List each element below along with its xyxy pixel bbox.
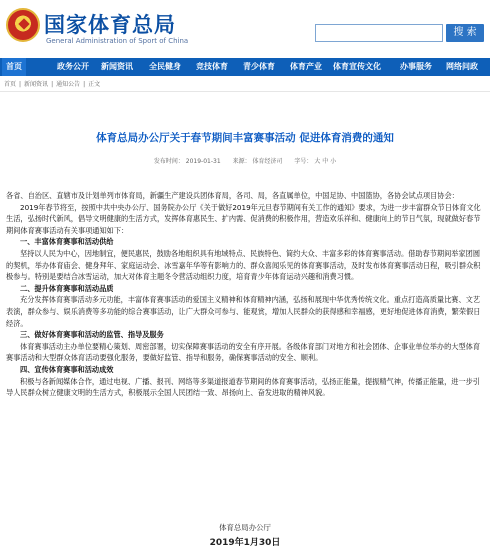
signing-date: 2019年1月30日 (209, 538, 281, 548)
nav-item-government-affairs[interactable]: 政务公开 (57, 62, 89, 71)
article-title: 体育总局办公厅关于春节期间丰富赛事活动 促进体育消费的通知 (96, 132, 394, 144)
nav-item-fitness[interactable]: 全民健身 (149, 62, 181, 71)
section-heading: 四、宣传体育赛事和活动成效 (20, 364, 114, 374)
breadcrumb: 首页 | 新闻资讯 | 通知公告 | 正文 (4, 81, 101, 88)
site-title[interactable]: 国家体育总局 (44, 13, 176, 37)
article-paragraph: 积极与各新闻媒体合作，通过电视、广播、报刊、网络等多渠道报道春节期间的体育赛事活动，弘扬正能量，提振精气神，传播正能量，进一步引导人民群众树立健康文明的生活方式，积极展示全国人民团结一致、昂扬向上、奋发进取的精神风貌。 (6, 376, 481, 398)
section-heading: 一、丰富体育赛事和活动供给 (20, 237, 114, 247)
nav-item-youth-sports[interactable]: 青少体育 (243, 62, 275, 71)
section-heading: 三、做好体育赛事和活动的监管、指导及服务 (20, 330, 164, 340)
section-heading: 二、提升体育赛事和活动品质 (20, 283, 114, 293)
breadcrumb-notices[interactable]: 通知公告 (56, 81, 81, 88)
nav-item-sports-culture[interactable]: 体育宣传文化 (333, 62, 381, 71)
nav-item-services[interactable]: 办事服务 (400, 62, 432, 71)
search-button[interactable]: 搜 索 (446, 24, 484, 42)
article-body (6, 190, 484, 399)
article-paragraph: 2019年春节将至，按照中共中央办公厅、国务院办公厅《关于做好2019年元旦春节期间有关工作的通知》要求，为进一步丰富群众节日体育文化生活，弘扬时代新风，倡导文明健康的生活方式，发挥体育惠民生、扩内需、促消费的积极作用，营造欢乐祥和、健康向上的节日气氛，现就做好春节期间体育赛事活动有关事项通知如下： (6, 202, 481, 235)
search-input[interactable] (315, 24, 443, 42)
site-header (0, 0, 490, 58)
nav-item-sports-industry[interactable]: 体育产业 (290, 62, 322, 71)
publish-date: 发布时间： 2019-01-31 (153, 158, 221, 165)
nav-item-home[interactable]: 首页 (2, 58, 26, 76)
breadcrumb-home[interactable]: 首页 (4, 81, 17, 88)
national-emblem-icon[interactable] (6, 8, 40, 42)
font-size-switch[interactable]: 字号： 大 中 小 (294, 158, 337, 165)
nav-item-competitive-sports[interactable]: 竞技体育 (196, 62, 228, 71)
article-paragraph: 体育赛事活动主办单位要精心策划、周密部署，切实保障赛事活动的安全有序开展。各级体育部门对地方和社会团体、企事业单位举办的大型体育赛事活动和大型群众体育活动要强化服务，要做好监管、指导和服务，确保赛事活动的安全、顺利。 (6, 341, 481, 363)
main-nav (0, 58, 490, 76)
nav-item-online-inquiry[interactable]: 网络问政 (446, 62, 478, 71)
article-paragraph: 充分发挥体育赛事活动多元功能，丰富体育赛事活动的爱国主义精神和体育精神内涵，弘扬和展现中华优秀传统文化。重点打造高质量比赛、文艺表演，群众参与、娱乐消费等多功能的综合赛事活动，让广大群众可参与、能观赏，增加人民群众的获得感和幸福感，更好地促进体育消费，繁荣假日经济。 (6, 295, 481, 328)
article-paragraph: 坚持以人民为中心，因地制宜，便民惠民，鼓励各地组织具有地域特点、民族特色、简约大众、丰富多彩的体育赛事活动。借助春节期间举家团圆的契机，举办体育庙会、健身拜年、家庭运动会、冰雪嘉年华等有影响力的、群众喜闻乐见的体育赛事活动，及时发布体育赛事活动日程，吸引群众积极参与。特别是要结合冰雪运动，加大对体育主题冬令营活动组织力度，培育青少年体育运动兴趣和消费习惯。 (6, 248, 481, 282)
site-subtitle: General Administration of Sport of China (46, 37, 189, 45)
breadcrumb-news[interactable]: 新闻资讯 (24, 81, 49, 88)
article-paragraph: 各省、自治区、直辖市及计划单列市体育局，新疆生产建设兵团体育局，各司、局，各直属单位，中国足协、中国篮协，各协会试点项目协会： (6, 191, 459, 200)
nav-item-news[interactable]: 新闻资讯 (101, 62, 133, 71)
article-meta (0, 156, 490, 165)
divider (0, 91, 490, 92)
signing-organization: 体育总局办公厅 (219, 523, 271, 532)
article-source: 来源： 体育经济司 (232, 158, 283, 165)
breadcrumb-current: 正文 (88, 81, 101, 88)
